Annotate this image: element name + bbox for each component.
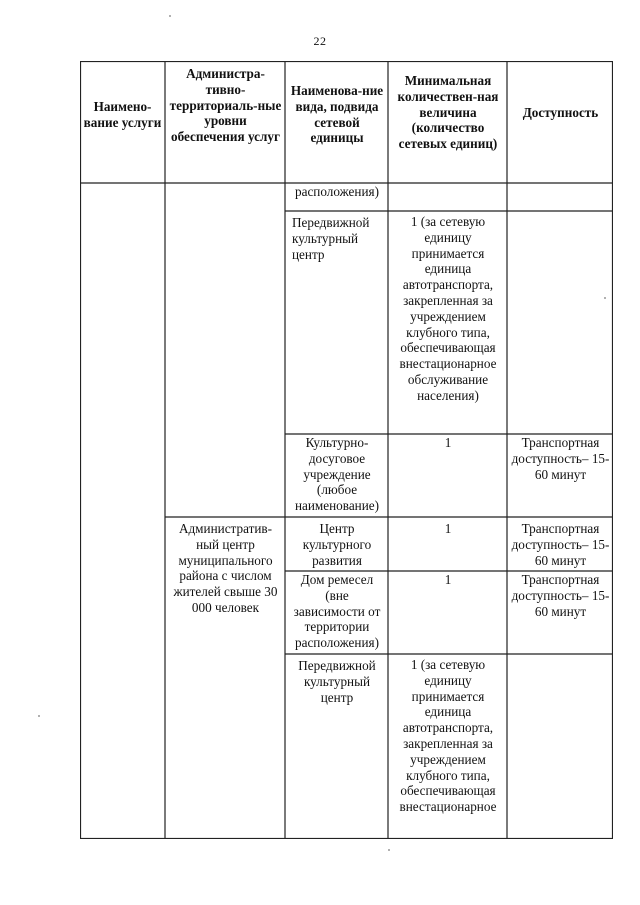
row-0-unit: расположения) — [295, 184, 379, 199]
services-table — [80, 61, 613, 839]
scan-speck — [38, 715, 40, 717]
scan-speck — [388, 849, 390, 851]
row-4-access: Транспортная доступность– 15-60 минут — [511, 572, 610, 619]
row-1-min: 1 (за сетевую единицу принимается единица автотранспорта, закрепленная за учреждением клубного типа, обеспечивающая внестационарное обслуживание населения) — [399, 214, 497, 403]
row-3-min: 1 — [444, 521, 452, 536]
header-service: Наимено-вание услуги — [83, 99, 162, 130]
scan-speck — [604, 297, 606, 299]
row-3-unit: Центр культурного развития — [302, 521, 372, 568]
page-number: 22 — [313, 34, 327, 48]
row-5-min: 1 (за сетевую единицу принимается единица автотранспорта, закрепленная за учреждением клубного типа, обеспечивающая внестационарное — [399, 657, 497, 815]
header-level: Администра-тивно-территориаль-ные уровни обеспечения услуг — [169, 66, 282, 145]
row-3-access: Транспортная доступность– 15-60 минут — [511, 521, 610, 568]
header-accessibility: Доступность — [522, 105, 599, 120]
row-5-unit: Передвижной культурный центр — [298, 658, 376, 705]
header-min-quantity: Минимальная количествен-ная величина (количество сетевых единиц) — [397, 73, 499, 152]
row-4-unit: Дом ремесел (вне зависимости от территории расположения) — [293, 572, 381, 651]
row-2-unit: Культурно-досуговое учреждение (любое наименование) — [294, 435, 380, 514]
row-4-min: 1 — [444, 572, 452, 587]
row-2-access: Транспортная доступность– 15-60 минут — [511, 435, 610, 482]
row-3-level: Административ-ный центр муниципального района с числом жителей свыше 30 000 человек — [173, 521, 278, 615]
row-2-min: 1 — [444, 435, 452, 450]
row-1-unit: Передвижной культурный центр — [292, 215, 370, 262]
scan-speck — [169, 15, 171, 17]
header-unit: Наименова-ние вида, подвида сетевой единицы — [290, 83, 384, 146]
